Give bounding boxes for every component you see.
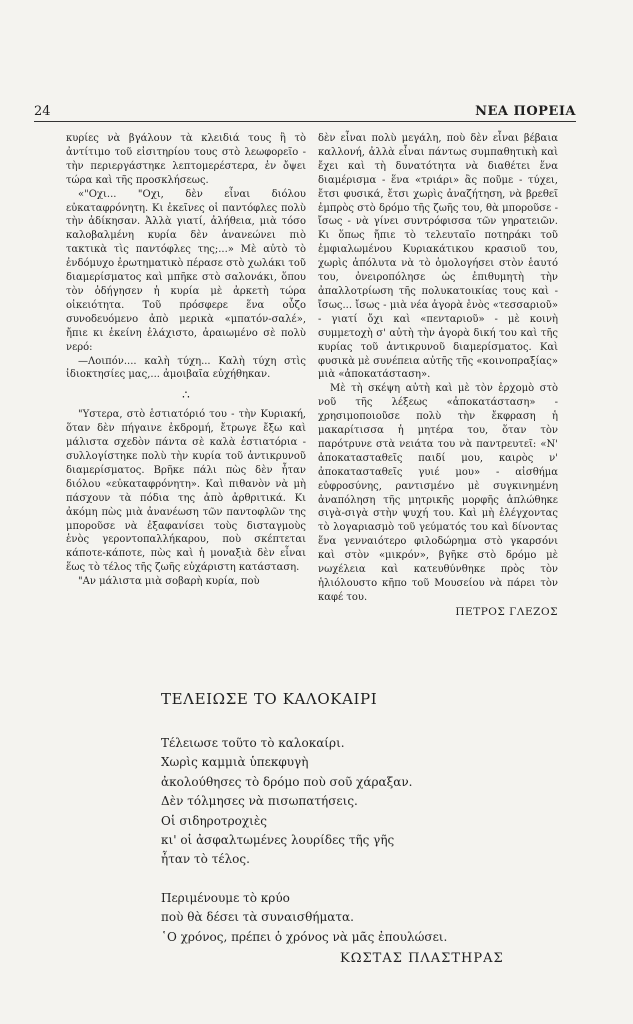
right-paragraph-2: Μὲ τὴ σκέψη αὐτὴ καὶ μὲ τὸν ἐρχομὸ στὸ νοῦ τῆς λέξεως «ἀποκατάσταση» - χρησιμοποιοῦσε πολὺ τὴν ἔκφραση ἡ μακαρίτισσα ἡ μητέρα του, ὅταν τὸν παρότρυνε στὰ νειάτα του νὰ παντρευτεῖ: «Ν' ἀποκατασταθεῖς παιδί μου, καιρὸς ν' ἀποκατασταθεῖς γυιέ μου» - αἰσθήμα εὐφροσύνης, ραντισμένο μὲ συγκινημένη ἀναπόληση τῆς μητρικῆς μορφῆς ἁπλώθηκε σιγὰ-σιγὰ στὴν ψυχή του. Καὶ μὴ ἐλέγχοντας τὸ λογαριασμὸ τοῦ γεύματός του καὶ δίνοντας ἕνα γενναιότερο φιλοδώρημα στὸ γκαρσόνι καὶ στὸν «μικρόν», βγῆκε στὸ δρόμο μὲ νωχέλεια καὶ κατευθύνθηκε πρὸς τὸν ἡλιόλουστο κῆπο τοῦ Μουσείου νὰ πάρει τὸν καφέ του. — [318, 383, 558, 603]
poem-line: Δὲν τόλμησες νὰ πισωπατήσεις. — [161, 794, 358, 809]
poem-line: Τέλειωσε τοῦτο τὸ καλοκαίρι. — [161, 736, 345, 750]
poem-title: ΤΕΛΕΙΩΣΕ ΤΟ ΚΑΛΟΚΑΙΡΙ — [161, 690, 378, 708]
left-paragraph-4: "Υστερα, στὸ ἑστιατόριό του - τὴν Κυριακή, ὅταν δὲν πήγαινε ἐκδρομή, ἔτρωγε ἔξω καὶ μάλιστα σχεδὸν πάντα σὲ καλὰ ἑστιατόρια - συλλογίστηκε πολὺ τὴν κυρία τοῦ ἀντικρυνοῦ διαμερίσματος. Βρῆκε πάλι πὼς δὲν ἦταν διόλου «εὐκαταφρόνητη». Καὶ πιθανὸν νὰ μὴ πάσχουν τὰ πόδια της ἀπὸ ἀρθριτικά. Κι ἀκόμη πὼς μιὰ ἀνανέωση τῶν παντοφλῶν της μποροῦσε νὰ ἐξαφανίσει τοὺς δισταγμοὺς ἑνὸς γεροντοπαλλήκαρου, ποὺ σκέπτεται κάποτε-κάποτε, πὼς καὶ ἡ μοναξιὰ δὲν εἶναι ἕως τὸ τέλος τῆς ζωῆς εὐχάριστη κατάσταση. — [66, 409, 306, 574]
left-dialog: —Λοιπόν.... καλὴ τύχη... Καλὴ τύχη στὶς ἰδιοκτησίες μας,... ἀμοιβαῖα εὐχήθηκαν. — [66, 355, 306, 381]
left-paragraph-5: "Αν μάλιστα μιὰ σοβαρὴ κυρία, ποὺ — [78, 576, 260, 588]
poem-line: Χωρὶς καμμιὰ ὑπεκφυγὴ — [161, 755, 309, 770]
running-head — [34, 104, 576, 122]
right-paragraph-1: δὲν εἶναι πολὺ μεγάλη, ποὺ δὲν εἶναι βέβαια καλλονή, ἀλλὰ εἶναι πάντως συμπαθητικὴ καὶ ἔχει καὶ τὴ δυνατότητα νὰ διαθέτει ἕνα διαμέρισμα - ἕνα «τριάρι» ἂς ποῦμε - τύχει, ἔτσι φυσικά, ἔτσι χωρὶς ἀναζήτηση, νὰ βρεθεῖ ἐμπρὸς στὸ δρόμο τῆς ζωῆς του, θὰ μποροῦσε - ἴσως - νὰ γίνει συντρόφισσα τῶν γηρατειῶν. Κι ὅπως ἤπιε τὸ τελευταῖο ποτηράκι τοῦ ἐμφιαλωμένου Κυριακάτικου κρασιοῦ του, χωρὶς ἀπόλυτα νὰ τὸ ὁμολογήσει στὸν ἑαυτό του, ὀνειροπόλησε ὡς ἐπιθυμητὴ τὴν ἀπαλλοτρίωση τῆς πολυκατοικίας τους καὶ - ἴσως... ἴσως - μιὰ νέα ἀγορὰ ἑνὸς «τεσσαριοῦ» - γιατί ὄχι καὶ «πενταριοῦ» - μὲ κοινὴ συμμετοχὴ σ' αὐτὴ τὴν ἀγορὰ δική του καὶ τῆς κυρίας τοῦ ἀντικρυνοῦ διαμερίσματος. Καὶ φυσικὰ μὲ συνέπεια αὐτῆς τῆς «κοινοπραξίας» μιὰ «ἀποκατάσταση». — [318, 133, 558, 381]
page-number: 24 — [34, 104, 51, 119]
poem-line: ἦταν τὸ τέλος. — [161, 852, 250, 867]
poem-line: ῾Ο χρόνος, πρέπει ὁ χρόνος νὰ μᾶς ἐπουλώσει. — [161, 929, 448, 944]
right-column — [318, 132, 558, 620]
left-column — [66, 132, 306, 589]
left-paragraph-1: κυρίες νὰ βγάλουν τὰ κλειδιά τους ἢ τὸ ἀντίτιμο τοῦ εἰσιτηρίου τους στὸ λεωφορεῖο - τὴν περιεργάστηκε λεπτομερέστερα, ἐν ὄψει τώρα καὶ τῆς προσκλήσεως. — [66, 133, 306, 186]
poem-line: ἀκολούθησες τὸ δρόμο ποὺ σοῦ χάραξαν. — [161, 774, 413, 789]
poem-line: Οἱ σιδηροτροχιὲς — [161, 813, 268, 828]
poem-line: ποὺ θὰ δέσει τὰ συναισθήματα. — [161, 910, 354, 925]
prose-author-signature: ΠΕΤΡΟΣ ΓΛΕΖΟΣ — [455, 605, 558, 618]
journal-title: ΝΕΑ ΠΟΡΕΙΑ — [475, 104, 576, 119]
poem-line: κι' οἱ ἀσφαλτωμένες λουρίδες τῆς γῆς — [161, 833, 395, 848]
header-rule — [34, 121, 576, 122]
left-paragraph-2: «"Οχι... "Οχι, δὲν εἶναι διόλου εὐκαταφρόνητη. Κι ἐκεῖνες οἱ παντόφλες πολὺ τὴν ἀδίκησαν. Ἀλλὰ γιατί, ἀλήθεια, μιὰ τόσο καλοβαλμένη κυρία δὲν ἀνανεώνει πιὸ τακτικὰ τὶς παντόφλες της;...» Μὲ αὐτὸ τὸ ἐνδόμυχο ἐρωτηματικὸ πέρασε στὸ χωλάκι τοῦ διαμερίσματος καὶ μπῆκε στὸ σαλονάκι, ὅπου τὸν ὁδήγησεν ἡ κυρία μὲ ἀρκετὴ τώρα οἰκειότητα. Τοῦ πρόσφερε ἕνα οὖζο συνοδευόμενο ἀπὸ μερικὰ «μπατόν-σαλέ», ἤπιε κι ἐκείνη ἐλάχιστο, ἀραιωμένο σὲ πολὺ νερό: — [66, 188, 306, 353]
poem-body — [161, 734, 447, 947]
poem-line: Περιμένουμε τὸ κρύο — [161, 890, 290, 905]
poem-author-signature: ΚΩΣΤΑΣ ΠΛΑΣΤΗΡΑΣ — [340, 951, 504, 966]
stanza-break — [161, 870, 447, 889]
section-separator: ∴ — [182, 388, 190, 403]
